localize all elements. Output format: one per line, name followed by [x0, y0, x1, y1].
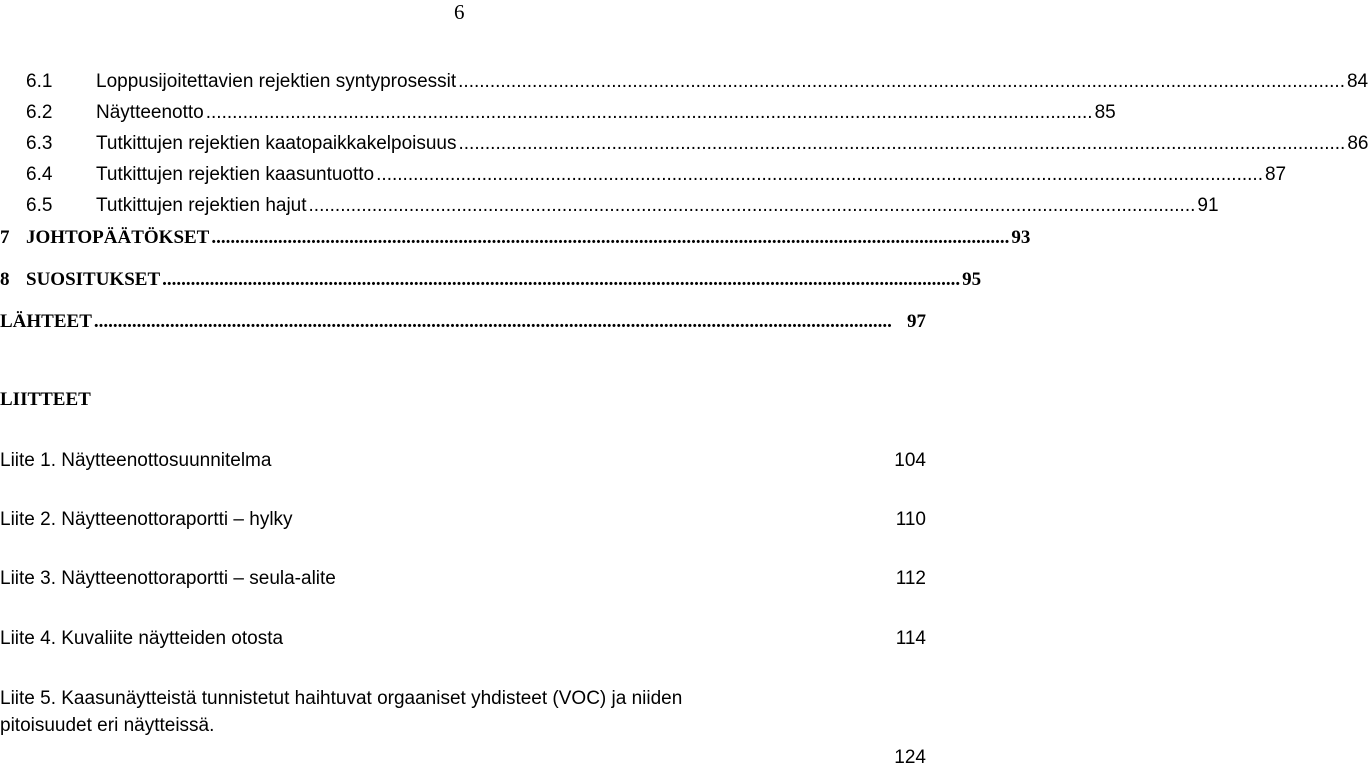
appendix-page: 110 [895, 509, 926, 530]
dot-leader: ........................................................................................................................................................................ [205, 102, 1093, 123]
toc-entry-page: 87 [1264, 164, 1287, 185]
appendix-page: 104 [894, 450, 926, 471]
appendix-heading: LIITTEET [0, 389, 91, 410]
toc-chapter-title: SUOSITUKSET [26, 269, 161, 290]
dot-leader: ........................................................................................................................................................................ [376, 164, 1263, 185]
toc-entry-6-3[interactable] [26, 133, 1368, 155]
toc-chapter-page: 95 [962, 269, 982, 290]
appendix-label: Liite 4. Kuvaliite näytteiden otosta [0, 628, 284, 649]
toc-entry-number: 6.1 [26, 71, 53, 92]
appendix-entry-5-page-line[interactable] [0, 747, 926, 769]
appendix-5-line-1[interactable]: Liite 5. Kaasunäytteistä tunnistetut haihtuvat orgaaniset yhdisteet (VOC) ja niiden [0, 688, 683, 709]
dot-leader [273, 450, 892, 472]
appendix-label: Liite 2. Näytteenottoraportti – hylky [0, 509, 293, 530]
dot-leader [285, 628, 894, 650]
dot-leader [295, 509, 894, 531]
toc-chapter-references[interactable] [0, 311, 926, 333]
toc-entry-title: Loppusijoitettavien rejektien syntyprosessit [96, 71, 457, 92]
toc-entry-page: 86 [1347, 133, 1368, 154]
dot-leader [0, 747, 892, 769]
page-number: 6 [454, 0, 465, 24]
toc-chapter-page: 93 [1011, 227, 1031, 248]
toc-chapter-page: 97 [907, 311, 926, 332]
toc-chapter-8[interactable] [0, 269, 982, 291]
toc-entry-title: Tutkittujen rejektien kaasuntuotto [96, 164, 375, 185]
dot-leader: ........................................................................................................................................................................ [458, 71, 1345, 92]
toc-chapter-title: JOHTOPÄÄTÖKSET [26, 227, 210, 248]
toc-entry-number: 6.3 [26, 133, 53, 154]
toc-entry-page: 85 [1094, 102, 1116, 123]
dot-leader: ........................................................................................................................................................................ [211, 227, 1010, 248]
toc-chapter-7[interactable] [0, 227, 1031, 249]
appendix-label: Liite 3. Näytteenottoraportti – seula-alite [0, 568, 336, 589]
appendix-label: Liite 1. Näytteenottosuunnitelma [0, 450, 272, 471]
toc-entry-6-2[interactable] [26, 102, 1116, 124]
dot-leader: ........................................................................................................................................................................ [93, 311, 892, 332]
appendix-5-line-2: pitoisuudet eri näytteissä. [0, 715, 215, 736]
toc-entry-title: Tutkittujen rejektien kaatopaikkakelpoisuus [96, 133, 457, 154]
appendix-entry-4[interactable] [0, 628, 926, 650]
toc-entry-number: 6.2 [26, 102, 53, 123]
toc-entry-title: Tutkittujen rejektien hajut [96, 195, 307, 216]
toc-entry-6-5[interactable] [26, 195, 1219, 217]
toc-entry-title: Näytteenotto [96, 102, 204, 123]
appendix-page: 112 [895, 568, 926, 589]
appendix-page: 124 [894, 747, 926, 768]
dot-leader [338, 568, 894, 590]
toc-chapter-title: LÄHTEET [0, 311, 92, 332]
appendix-entry-1[interactable] [0, 450, 926, 472]
dot-leader: ........................................................................................................................................................................ [458, 133, 1346, 154]
toc-entry-6-4[interactable] [26, 164, 1287, 186]
toc-entry-6-1[interactable] [26, 71, 1368, 93]
toc-entry-number: 6.4 [26, 164, 53, 185]
toc-chapter-number: 8 [0, 269, 10, 290]
toc-entry-page: 84 [1346, 71, 1368, 92]
toc-entry-number: 6.5 [26, 195, 53, 216]
appendix-entry-3[interactable] [0, 568, 926, 590]
toc-entry-page: 91 [1197, 195, 1219, 216]
appendix-page: 114 [895, 628, 926, 649]
appendix-entry-2[interactable] [0, 509, 926, 531]
toc-chapter-number: 7 [0, 227, 10, 248]
dot-leader: ........................................................................................................................................................................ [162, 269, 961, 290]
dot-leader: ........................................................................................................................................................................ [308, 195, 1196, 216]
